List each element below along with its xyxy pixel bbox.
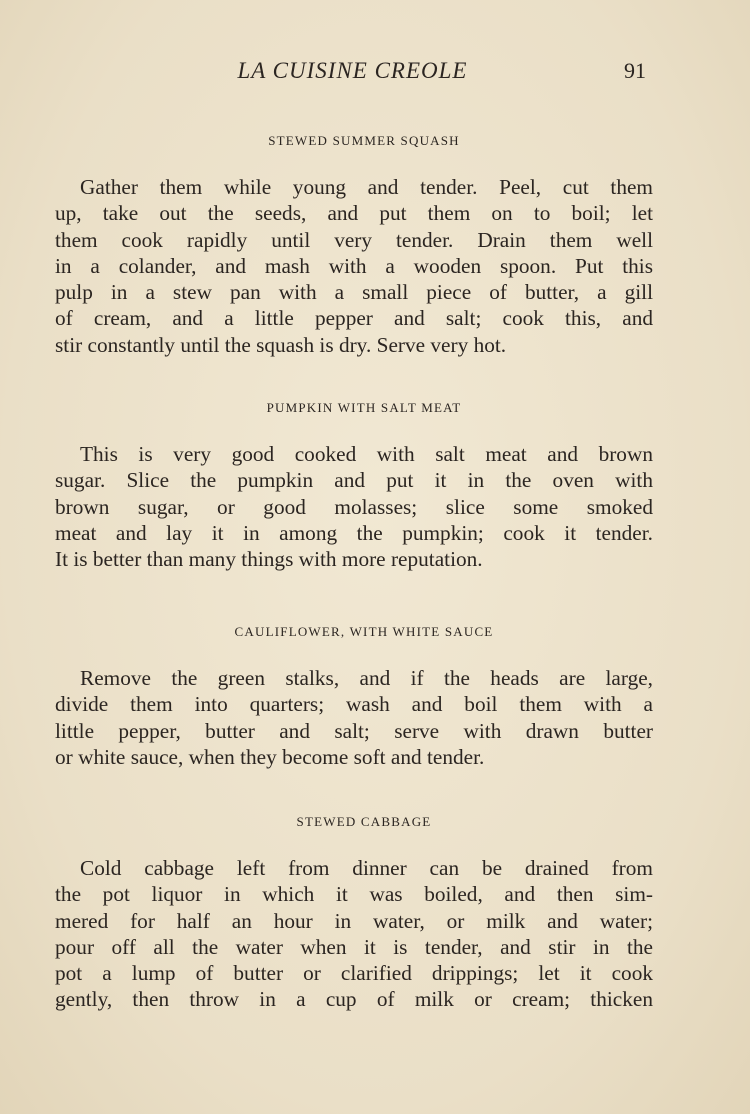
text-line: little pepper, butter and salt; serve with drawn butter (55, 718, 653, 743)
text-line: sugar. Slice the pumpkin and put it in the oven with (55, 468, 653, 493)
page-number: 91 (624, 58, 646, 83)
text-line: them cook rapidly until very tender. Drain them well (55, 227, 653, 252)
text-line: pulp in a stew pan with a small piece of butter, a gill (55, 280, 653, 305)
recipe-heading: STEWED CABBAGE (296, 814, 432, 829)
text-line: divide them into quarters; wash and boil them with a (55, 692, 653, 717)
text-line: in a colander, and mash with a wooden spoon. Put this (55, 253, 653, 278)
text-line: It is better than many things with more reputation. (55, 547, 483, 572)
text-line: Remove the green stalks, and if the heads are large, (80, 666, 653, 690)
running-title: LA CUISINE CREOLE (237, 58, 468, 83)
text-line: This is very good cooked with salt meat and brown (80, 442, 653, 466)
text-line: mered for half an hour in water, or milk and water; (55, 908, 653, 933)
text-line: pot a lump of butter or clarified drippings; let it cook (55, 961, 653, 986)
text-line: Cold cabbage left from dinner can be drained from (80, 856, 653, 880)
recipe-section (55, 809, 653, 1013)
recipe-section (55, 128, 653, 358)
text-line: Gather them while young and tender. Peel, cut them (80, 175, 653, 199)
recipe-heading: STEWED SUMMER SQUASH (268, 133, 460, 148)
text-line: brown sugar, or good molasses; slice some smoked (55, 494, 653, 519)
recipe-heading: CAULIFLOWER, WITH WHITE SAUCE (234, 624, 494, 639)
text-line: or white sauce, when they become soft and tender. (55, 744, 485, 769)
text-line: gently, then throw in a cup of milk or cream; thicken (55, 987, 653, 1012)
text-line: pour off all the water when it is tender, and stir in the (55, 934, 653, 959)
recipe-heading: PUMPKIN WITH SALT MEAT (266, 400, 462, 415)
text-line: stir constantly until the squash is dry. Serve very hot. (55, 332, 507, 357)
text-line: the pot liquor in which it was boiled, and then sim- (55, 882, 653, 907)
recipe-section (55, 395, 653, 572)
text-line: of cream, and a little pepper and salt; cook this, and (55, 306, 653, 331)
text-line: meat and lay it in among the pumpkin; cook it tender. (55, 520, 653, 545)
recipe-section (55, 619, 653, 770)
text-line: up, take out the seeds, and put them on to boil; let (55, 201, 653, 226)
